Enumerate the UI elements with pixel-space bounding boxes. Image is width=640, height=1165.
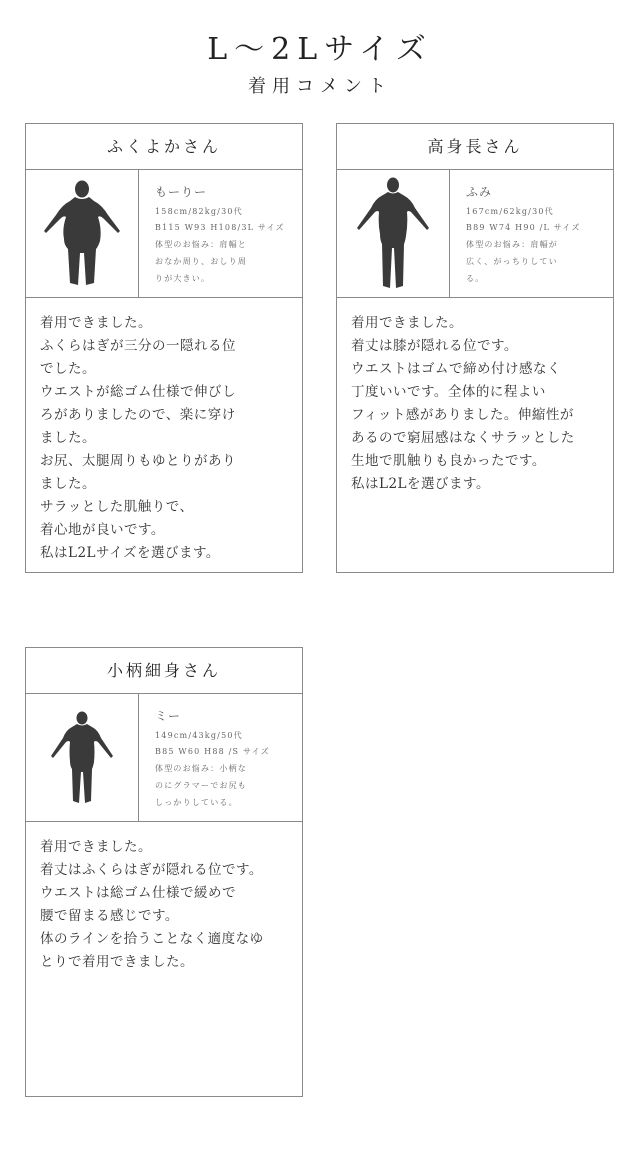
comment-line: 着心地が良いです。 bbox=[40, 522, 165, 538]
comment-line: ふくらはぎが三分の一隠れる位 bbox=[40, 338, 236, 354]
reviewer-measurements: B85 W60 H88 /S サイズ bbox=[155, 747, 270, 756]
card-title: 高身長さん bbox=[337, 124, 613, 170]
body-concern-line: りが大きい。 bbox=[155, 274, 211, 283]
comment-line: サラッとした肌触りで、 bbox=[40, 499, 194, 515]
comment-line: ウエストが総ゴム仕様で伸びし bbox=[40, 384, 236, 400]
reviewer-measurements: B89 W74 H90 /L サイズ bbox=[466, 223, 581, 232]
reviewer-stats: 167cm/62kg/30代 bbox=[466, 207, 554, 216]
review-card-plump bbox=[25, 123, 303, 573]
reviewer-name: ふみ bbox=[466, 185, 493, 199]
figure-cell bbox=[26, 170, 139, 297]
review-card-petite bbox=[25, 647, 303, 1097]
comment-line: 着丈は膝が隠れる位です。 bbox=[351, 338, 518, 354]
figure-cell bbox=[26, 694, 139, 821]
comment-line: 腰で留まる感じです。 bbox=[40, 908, 179, 924]
comment-line: フィット感がありました。伸縮性が bbox=[351, 407, 574, 423]
reviewer-name: もーりー bbox=[155, 185, 208, 199]
card-title: ふくよかさん bbox=[26, 124, 302, 170]
comment-line: 生地で肌触りも良かったです。 bbox=[351, 453, 546, 469]
body-concern-line: 体型のお悩み：小柄な bbox=[155, 764, 247, 773]
body-concern-line: る。 bbox=[466, 274, 485, 283]
comment-line: 丁度いいです。全体的に程よい bbox=[351, 384, 546, 400]
comment-line: ました。 bbox=[40, 476, 96, 492]
comment-line: ました。 bbox=[40, 430, 96, 446]
comment-line: 着用できました。 bbox=[40, 315, 152, 331]
comment-line: ろがありましたので、楽に穿け bbox=[40, 407, 236, 423]
reviewer-measurements: B115 W93 H108/3L サイズ bbox=[155, 223, 285, 232]
comment-section bbox=[337, 298, 613, 496]
profile-info bbox=[450, 170, 613, 297]
review-card-tall bbox=[336, 123, 614, 573]
card-title: 小柄細身さん bbox=[26, 648, 302, 694]
reviewer-stats: 149cm/43kg/50代 bbox=[155, 731, 243, 740]
body-concern-line: 体型のお悩み：肩幅が bbox=[466, 240, 558, 249]
comment-line: ウエストはゴムで締め付け感なく bbox=[351, 361, 561, 377]
comment-line: 着丈はふくらはぎが隠れる位です。 bbox=[40, 862, 263, 878]
comment-section bbox=[26, 822, 302, 974]
comment-line: とりで着用できました。 bbox=[40, 954, 194, 970]
page-title: L～2Lサイズ bbox=[207, 32, 433, 67]
reviewer-stats: 158cm/82kg/30代 bbox=[155, 207, 243, 216]
body-silhouette-icon bbox=[42, 179, 122, 289]
comment-line: でした。 bbox=[40, 361, 96, 377]
body-concern-line: おなか周り、おしり周 bbox=[155, 257, 247, 266]
profile-info bbox=[139, 170, 302, 297]
comment-line: お尻、太腿周りもゆとりがあり bbox=[40, 453, 236, 469]
page-subtitle: 着用コメント bbox=[248, 76, 392, 97]
body-concern-line: のにグラマーでお尻も bbox=[155, 781, 247, 790]
body-concern-line: しっかりしている。 bbox=[155, 798, 238, 807]
comment-section bbox=[26, 298, 302, 565]
body-concern-line: 体型のお悩み：肩幅と bbox=[155, 240, 247, 249]
comment-line: 私はL2Lを選びます。 bbox=[351, 476, 490, 492]
figure-cell bbox=[337, 170, 450, 297]
comment-line: あるので窮屈感はなくサラッとした bbox=[351, 430, 575, 446]
profile-section bbox=[26, 694, 302, 822]
comment-line: 体のラインを拾うことなく適度なゆ bbox=[40, 931, 264, 947]
comment-line: 私はL2Lサイズを選びます。 bbox=[40, 545, 220, 561]
profile-section bbox=[26, 170, 302, 298]
comment-line: 着用できました。 bbox=[40, 839, 152, 855]
reviewer-name: ミー bbox=[155, 709, 182, 723]
comment-line: ウエストは総ゴム仕様で緩めで bbox=[40, 885, 236, 901]
body-silhouette-icon bbox=[47, 710, 117, 805]
profile-section bbox=[337, 170, 613, 298]
body-silhouette-icon bbox=[353, 176, 433, 291]
profile-info bbox=[139, 694, 302, 821]
comment-line: 着用できました。 bbox=[351, 315, 463, 331]
body-concern-line: 広く、がっちりしてい bbox=[466, 257, 558, 266]
